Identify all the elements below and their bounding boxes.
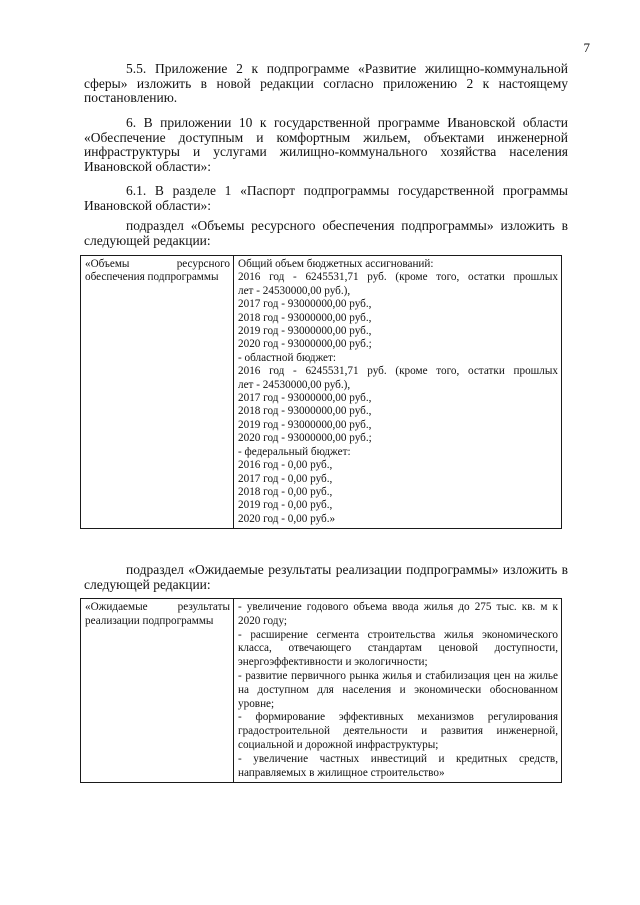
results-item: - расширение сегмента строительства жилья экономического класса, отвечающего стандартам ценовой доступности, энергоэффективности и экологичности; bbox=[238, 628, 558, 669]
resources-line: 2019 год - 93000000,00 руб., bbox=[238, 325, 372, 338]
resources-line: 2020 год - 0,00 руб.» bbox=[238, 512, 336, 525]
resources-line: 2017 год - 93000000,00 руб., bbox=[238, 298, 372, 311]
resources-line: 2016 год - 6245531,71 руб. (кроме того, остатки прошлых bbox=[238, 271, 558, 284]
paragraph-5-5: 5.5. Приложение 2 к подпрограмме «Развитие жилищно-коммунальной сферы» изложить в новой редакции согласно приложению 2 к настоящему постановлению. bbox=[84, 61, 568, 105]
resources-line: - федеральный бюджет: bbox=[238, 445, 351, 458]
resources-label: «Объемы ресурсного обеспечения подпрограммы bbox=[85, 258, 230, 284]
subsection-results-intro: подраздел «Ожидаемые результаты реализации подпрограммы» изложить в следующей редакции: bbox=[84, 562, 568, 592]
resources-values-cell bbox=[234, 256, 562, 529]
results-item: - формирование эффективных механизмов регулирования градостроительной деятельности и развития инженерной, социальной и дорожной инфраструктуры; bbox=[238, 711, 558, 751]
resources-line: 2020 год - 93000000,00 руб.; bbox=[238, 432, 372, 445]
resources-line: лет - 24530000,00 руб.), bbox=[238, 284, 351, 297]
resources-line: 2019 год - 93000000,00 руб., bbox=[238, 418, 372, 431]
results-values-cell bbox=[234, 599, 562, 783]
resources-line: 2018 год - 93000000,00 руб., bbox=[238, 311, 372, 324]
resources-line: 2017 год - 0,00 руб., bbox=[238, 472, 333, 485]
resources-label-cell bbox=[81, 256, 234, 529]
resources-line: 2020 год - 93000000,00 руб.; bbox=[238, 338, 372, 351]
subsection-resources-intro: подраздел «Объемы ресурсного обеспечения подпрограммы» изложить в следующей редакции: bbox=[84, 218, 568, 248]
resources-values bbox=[238, 258, 558, 526]
results-table bbox=[80, 598, 562, 783]
resources-line: 2018 год - 0,00 руб., bbox=[238, 485, 333, 498]
resources-line: 2016 год - 0,00 руб., bbox=[238, 459, 333, 472]
results-item: - увеличение частных инвестиций и кредитных средств, направляемых в жилищное строительство» bbox=[238, 752, 558, 779]
paragraph-6: 6. В приложении 10 к государственной программе Ивановской области «Обеспечение доступным и комфортным жильем, объектами инженерной инфраструктуры и услугами жилищно-коммунального хозяйства населения Ивановской области»: bbox=[84, 115, 568, 174]
table-row bbox=[81, 599, 562, 783]
table-row bbox=[81, 256, 562, 529]
resources-line: 2019 год - 0,00 руб., bbox=[238, 499, 333, 512]
resources-line: 2017 год - 93000000,00 руб., bbox=[238, 392, 372, 405]
results-label: «Ожидаемые результаты реализации подпрограммы bbox=[85, 601, 230, 627]
resources-line: 2018 год - 93000000,00 руб., bbox=[238, 405, 372, 418]
resources-line: - областной бюджет: bbox=[238, 351, 337, 364]
page-number: 7 bbox=[583, 40, 590, 55]
resources-line: Общий объем бюджетных ассигнований: bbox=[238, 258, 434, 270]
resources-line: 2016 год - 6245531,71 руб. (кроме того, остатки прошлых bbox=[238, 365, 558, 378]
results-values bbox=[238, 601, 558, 780]
resources-table bbox=[80, 255, 562, 529]
paragraph-6-1: 6.1. В разделе 1 «Паспорт подпрограммы государственной программы Ивановской области»: bbox=[84, 183, 568, 213]
results-item: - увеличение годового объема ввода жилья до 275 тыс. кв. м к 2020 году; bbox=[238, 601, 558, 627]
results-label-cell bbox=[81, 599, 234, 783]
resources-line: лет - 24530000,00 руб.), bbox=[238, 378, 351, 391]
results-item: - развитие первичного рынка жилья и стабилизация цен на жилье на доступном для населения и экономически обоснованном уровне; bbox=[238, 669, 558, 710]
